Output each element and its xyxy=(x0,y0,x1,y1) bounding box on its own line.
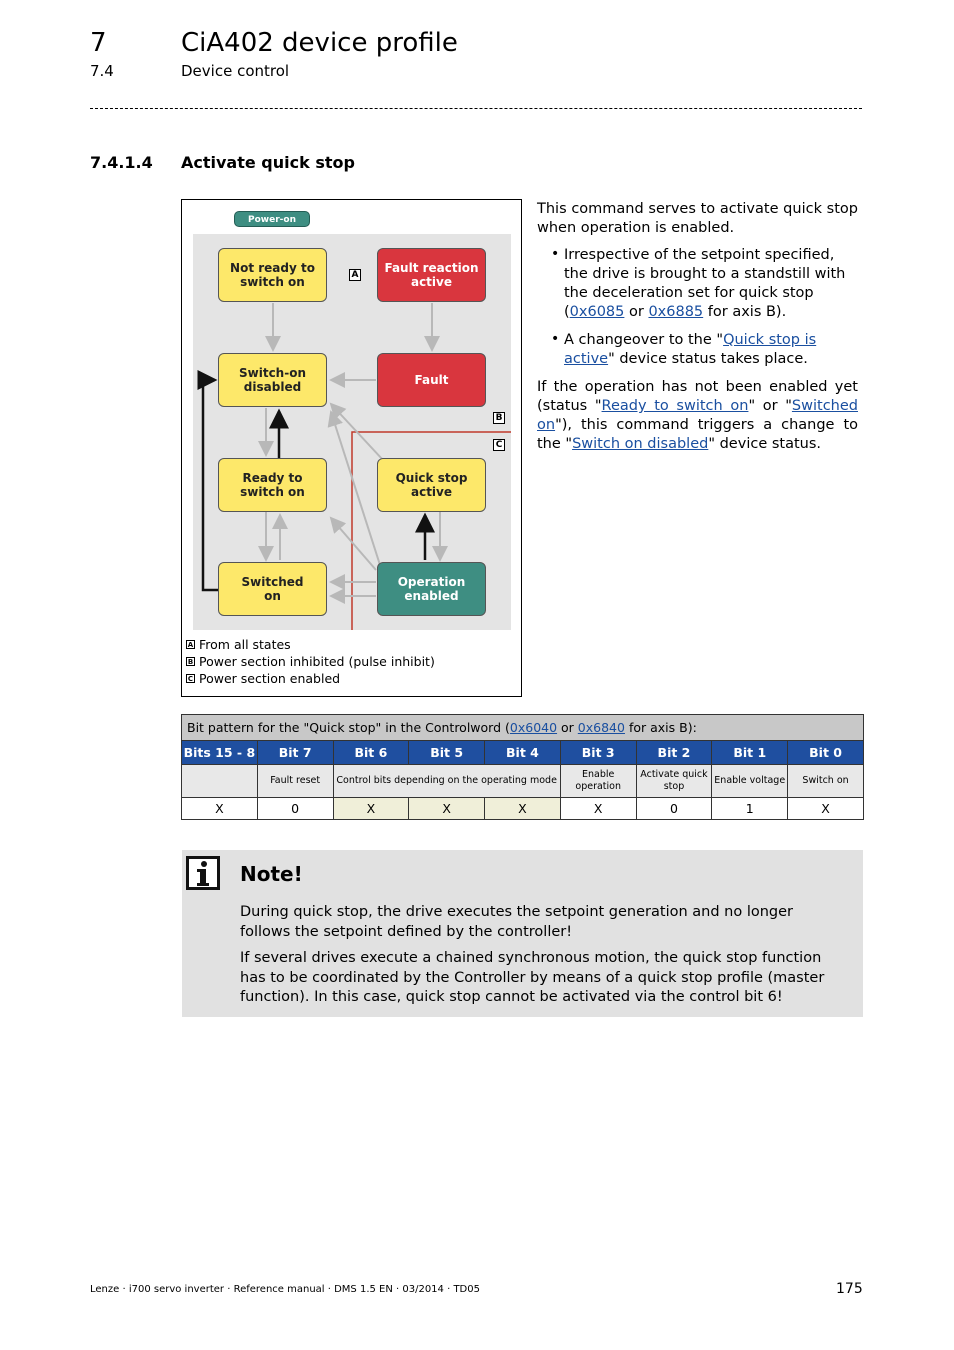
bullet-changeover xyxy=(564,331,858,369)
legend-item-c xyxy=(186,671,340,686)
intro-paragraph xyxy=(537,200,858,238)
link-switch-on-disabled[interactable]: Switch on disabled xyxy=(572,436,709,452)
chapter-number: 7 xyxy=(90,28,107,58)
text-run: A changeover to the " xyxy=(564,332,724,348)
subsection-number: 7.4.1.4 xyxy=(90,153,153,172)
link-0x6085[interactable]: 0x6085 xyxy=(569,304,625,320)
value-cell: X xyxy=(560,798,636,820)
text-run: Irrespective of the setpoint specified, the drive is brought to a standstill with the deceleration set for quick stop ( xyxy=(564,247,846,320)
desc-cell: Enable voltage xyxy=(712,765,788,798)
value-cell: 0 xyxy=(636,798,712,820)
value-cell: X xyxy=(485,798,561,820)
table-caption xyxy=(182,715,864,741)
legend-text: Power section enabled xyxy=(199,671,341,686)
link-0x6840[interactable]: 0x6840 xyxy=(577,720,625,735)
state-not-ready-to-switch-on: Not ready to switch on xyxy=(218,248,327,302)
value-cell: X xyxy=(182,798,258,820)
value-cell: 1 xyxy=(712,798,788,820)
table-description-row xyxy=(182,765,864,798)
desc-cell: Control bits depending on the operating mode xyxy=(333,765,560,798)
column-header: Bit 7 xyxy=(257,741,333,765)
marker-b: B xyxy=(493,412,505,424)
legend-key: C xyxy=(187,675,194,683)
legend-text: Power section inhibited (pulse inhibit) xyxy=(199,654,435,669)
note-heading: Note! xyxy=(240,862,303,886)
page-number: 175 xyxy=(836,1281,863,1297)
legend-key: B xyxy=(187,658,194,666)
text-run: for axis B). xyxy=(703,304,787,320)
legend-item-a xyxy=(186,637,291,652)
column-header: Bit 5 xyxy=(409,741,485,765)
info-icon xyxy=(186,856,220,890)
state-ready-to-switch-on: Ready to switch on xyxy=(218,458,327,512)
subsection-title: Activate quick stop xyxy=(181,153,355,172)
column-header: Bit 3 xyxy=(560,741,636,765)
status-paragraph xyxy=(537,378,858,454)
legend-text: From all states xyxy=(199,637,291,652)
state-switched-on: Switched on xyxy=(218,562,327,616)
state-operation-enabled: Operation enabled xyxy=(377,562,486,616)
marker-a: A xyxy=(349,269,361,281)
desc-cell: Activate quick stop xyxy=(636,765,712,798)
legend-key: A xyxy=(187,641,194,649)
text-run: " device status. xyxy=(708,436,822,452)
bullet-deceleration xyxy=(564,246,858,322)
intro-text: This command serves to activate quick stop when operation is enabled. xyxy=(537,201,858,236)
state-switch-on-disabled: Switch-on disabled xyxy=(218,353,327,407)
text-run: If the operation has not been enabled yet (status " xyxy=(537,379,858,414)
chapter-title: CiA402 device profile xyxy=(181,28,458,58)
text-run: " or " xyxy=(748,398,792,414)
column-header: Bit 6 xyxy=(333,741,409,765)
bit-pattern-table xyxy=(181,714,864,820)
desc-cell: Fault reset xyxy=(257,765,333,798)
bullet-dot: • xyxy=(551,246,560,262)
link-0x6040[interactable]: 0x6040 xyxy=(509,720,558,735)
link-quick-stop-is-active[interactable]: Quick stop is active xyxy=(564,332,817,367)
power-on-label: Power-on xyxy=(234,211,310,227)
note-paragraph-2: If several drives execute a chained synchronous motion, the quick stop function has to be coordinated by the Controller by means of a quick stop profile (master function). In this case, quick stop cannot be activated via the control bit 6! xyxy=(240,950,825,1005)
value-cell: X xyxy=(788,798,864,820)
footer-document-info: Lenze · i700 servo inverter · Reference manual · DMS 1.5 EN · 03/2014 · TD05 xyxy=(90,1284,480,1295)
text-run: " device status takes place. xyxy=(608,351,808,367)
link-ready-to-switch-on[interactable]: Ready to switch on xyxy=(601,398,749,414)
value-cell: 0 xyxy=(257,798,333,820)
column-header: Bit 1 xyxy=(712,741,788,765)
state-fault-reaction-active: Fault reaction active xyxy=(377,248,486,302)
text-run: for axis B): xyxy=(624,720,697,735)
column-header: Bit 2 xyxy=(636,741,712,765)
marker-c: C xyxy=(493,439,505,451)
text-run: Bit pattern for the "Quick stop" in the Controlword ( xyxy=(187,720,510,735)
text-run: or xyxy=(624,304,649,320)
column-header: Bits 15 - 8 xyxy=(182,741,258,765)
link-0x6885[interactable]: 0x6885 xyxy=(648,304,704,320)
table-value-row xyxy=(182,798,864,820)
value-cell: X xyxy=(333,798,409,820)
state-fault: Fault xyxy=(377,353,486,407)
text-run: "), this command triggers a change to the " xyxy=(537,417,858,452)
note-paragraph-1: During quick stop, the drive executes the setpoint generation and no longer follows the setpoint defined by the controller! xyxy=(240,904,794,940)
desc-cell: Enable operation xyxy=(560,765,636,798)
link-switched-on[interactable]: Switched on xyxy=(537,398,858,433)
desc-cell: Switch on xyxy=(788,765,864,798)
text-run: or xyxy=(557,720,578,735)
section-title: Device control xyxy=(181,62,290,80)
bullet-dot: • xyxy=(551,331,560,347)
table-header-row xyxy=(182,741,864,765)
table-caption-row xyxy=(182,715,864,741)
desc-cell xyxy=(182,765,258,798)
state-quick-stop-active: Quick stop active xyxy=(377,458,486,512)
column-header: Bit 0 xyxy=(788,741,864,765)
legend-item-b xyxy=(186,654,435,669)
column-header: Bit 4 xyxy=(485,741,561,765)
value-cell: X xyxy=(409,798,485,820)
section-number: 7.4 xyxy=(90,62,114,80)
